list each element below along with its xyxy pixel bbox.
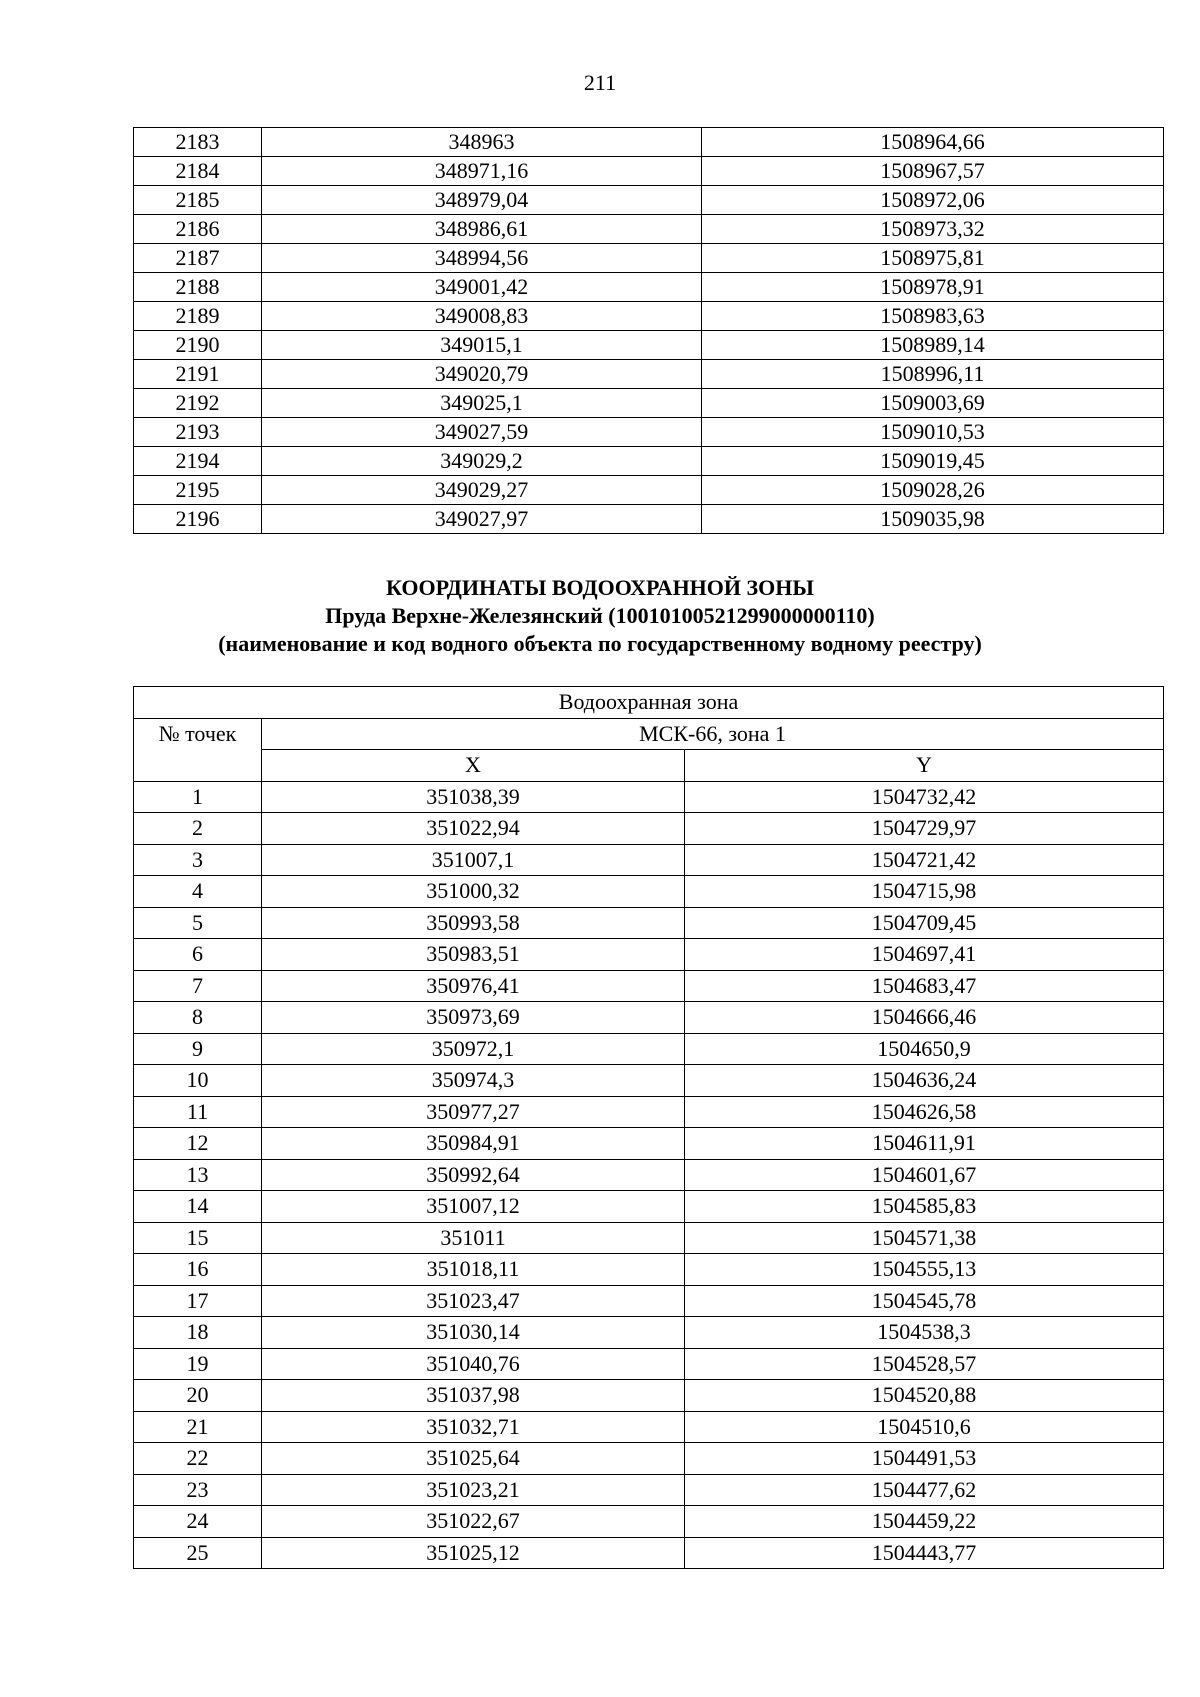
table-row xyxy=(134,876,1164,908)
table-row xyxy=(134,939,1164,971)
x-coordinate-cell: 351025,12 xyxy=(262,1537,685,1569)
x-coordinate-cell: 349020,79 xyxy=(262,360,702,389)
x-coordinate-cell: 350974,3 xyxy=(262,1065,685,1097)
x-coordinate-cell: 351000,32 xyxy=(262,876,685,908)
y-coordinate-cell: 1504459,22 xyxy=(685,1506,1164,1538)
x-coordinate-cell: 351018,11 xyxy=(262,1254,685,1286)
table-caption-row xyxy=(134,687,1164,719)
table-row xyxy=(134,186,1164,215)
point-number-cell: 4 xyxy=(134,876,262,908)
section-title: КООРДИНАТЫ ВОДООХРАННОЙ ЗОНЫ xyxy=(386,575,814,600)
table-row xyxy=(134,157,1164,186)
x-coordinate-cell: 351040,76 xyxy=(262,1348,685,1380)
x-coordinate-cell: 351037,98 xyxy=(262,1380,685,1412)
point-number-cell: 2189 xyxy=(134,302,262,331)
point-number-cell: 11 xyxy=(134,1096,262,1128)
point-number-cell: 6 xyxy=(134,939,262,971)
table-row xyxy=(134,1128,1164,1160)
x-coordinate-cell: 351025,64 xyxy=(262,1443,685,1475)
x-coordinate-cell: 348994,56 xyxy=(262,244,702,273)
x-header: X xyxy=(262,750,685,782)
table-row xyxy=(134,781,1164,813)
point-number-cell: 3 xyxy=(134,844,262,876)
point-number-cell: 8 xyxy=(134,1002,262,1034)
x-coordinate-cell: 350976,41 xyxy=(262,970,685,1002)
table-row xyxy=(134,505,1164,534)
table-row xyxy=(134,813,1164,845)
y-coordinate-cell: 1504585,83 xyxy=(685,1191,1164,1223)
x-coordinate-cell: 350972,1 xyxy=(262,1033,685,1065)
y-coordinate-cell: 1504721,42 xyxy=(685,844,1164,876)
point-number-cell: 17 xyxy=(134,1285,262,1317)
y-coordinate-cell: 1504555,13 xyxy=(685,1254,1164,1286)
y-coordinate-cell: 1504520,88 xyxy=(685,1380,1164,1412)
y-coordinate-cell: 1504510,6 xyxy=(685,1411,1164,1443)
table-row xyxy=(134,1506,1164,1538)
point-number-cell: 2183 xyxy=(134,128,262,157)
y-coordinate-cell: 1509010,53 xyxy=(702,418,1164,447)
table-row xyxy=(134,302,1164,331)
x-coordinate-cell: 350992,64 xyxy=(262,1159,685,1191)
y-coordinate-cell: 1504650,9 xyxy=(685,1033,1164,1065)
table-row xyxy=(134,1474,1164,1506)
table-row xyxy=(134,389,1164,418)
x-coordinate-cell: 348971,16 xyxy=(262,157,702,186)
point-number-cell: 19 xyxy=(134,1348,262,1380)
y-coordinate-cell: 1509035,98 xyxy=(702,505,1164,534)
table-row xyxy=(134,1348,1164,1380)
table-header-row xyxy=(134,718,1164,750)
y-coordinate-cell: 1509019,45 xyxy=(702,447,1164,476)
x-coordinate-cell: 348979,04 xyxy=(262,186,702,215)
table-row xyxy=(134,1285,1164,1317)
point-number-cell: 25 xyxy=(134,1537,262,1569)
point-number-cell: 2185 xyxy=(134,186,262,215)
table-row xyxy=(134,970,1164,1002)
x-coordinate-cell: 350973,69 xyxy=(262,1002,685,1034)
table-row xyxy=(134,1537,1164,1569)
x-coordinate-cell: 351038,39 xyxy=(262,781,685,813)
point-number-cell: 21 xyxy=(134,1411,262,1443)
table-row xyxy=(134,215,1164,244)
point-number-cell: 9 xyxy=(134,1033,262,1065)
y-coordinate-cell: 1508983,63 xyxy=(702,302,1164,331)
table-subheader-row xyxy=(134,750,1164,782)
y-coordinate-cell: 1508973,32 xyxy=(702,215,1164,244)
point-number-cell: 2194 xyxy=(134,447,262,476)
y-coordinate-cell: 1504491,53 xyxy=(685,1443,1164,1475)
x-coordinate-cell: 348986,61 xyxy=(262,215,702,244)
x-coordinate-cell: 351030,14 xyxy=(262,1317,685,1349)
point-number-cell: 15 xyxy=(134,1222,262,1254)
coordinates-table-body xyxy=(134,128,1164,534)
section-note: (наименование и код водного объекта по государственному водному реестру) xyxy=(218,631,982,656)
x-coordinate-cell: 351011 xyxy=(262,1222,685,1254)
table-row xyxy=(134,1222,1164,1254)
y-coordinate-cell: 1508996,11 xyxy=(702,360,1164,389)
x-coordinate-cell: 349029,2 xyxy=(262,447,702,476)
x-coordinate-cell: 349027,59 xyxy=(262,418,702,447)
point-number-cell: 12 xyxy=(134,1128,262,1160)
table-row xyxy=(134,1317,1164,1349)
y-coordinate-cell: 1504709,45 xyxy=(685,907,1164,939)
table-row xyxy=(134,1096,1164,1128)
x-coordinate-cell: 349008,83 xyxy=(262,302,702,331)
y-coordinate-cell: 1504611,91 xyxy=(685,1128,1164,1160)
y-coordinate-cell: 1504683,47 xyxy=(685,970,1164,1002)
y-coordinate-cell: 1509028,26 xyxy=(702,476,1164,505)
point-number-cell: 2195 xyxy=(134,476,262,505)
table-row xyxy=(134,476,1164,505)
table-row xyxy=(134,418,1164,447)
point-number-cell: 2184 xyxy=(134,157,262,186)
x-coordinate-cell: 349025,1 xyxy=(262,389,702,418)
table-row xyxy=(134,1002,1164,1034)
x-coordinate-cell: 349015,1 xyxy=(262,331,702,360)
x-coordinate-cell: 351032,71 xyxy=(262,1411,685,1443)
y-coordinate-cell: 1504636,24 xyxy=(685,1065,1164,1097)
point-number-cell: 2188 xyxy=(134,273,262,302)
x-coordinate-cell: 350993,58 xyxy=(262,907,685,939)
table-row xyxy=(134,273,1164,302)
x-coordinate-cell: 351023,21 xyxy=(262,1474,685,1506)
y-coordinate-cell: 1509003,69 xyxy=(702,389,1164,418)
x-coordinate-cell: 350983,51 xyxy=(262,939,685,971)
x-coordinate-cell: 349001,42 xyxy=(262,273,702,302)
point-number-cell: 13 xyxy=(134,1159,262,1191)
coordinates-table-continued xyxy=(133,127,1164,534)
point-number-cell: 16 xyxy=(134,1254,262,1286)
table-row xyxy=(134,447,1164,476)
x-coordinate-cell: 351023,47 xyxy=(262,1285,685,1317)
point-number-cell: 5 xyxy=(134,907,262,939)
table-row xyxy=(134,128,1164,157)
y-coordinate-cell: 1504545,78 xyxy=(685,1285,1164,1317)
point-number-cell: 2186 xyxy=(134,215,262,244)
zone-table-body xyxy=(134,781,1164,1569)
point-number-cell: 18 xyxy=(134,1317,262,1349)
y-coordinate-cell: 1504601,67 xyxy=(685,1159,1164,1191)
point-number-cell: 7 xyxy=(134,970,262,1002)
point-number-cell: 2 xyxy=(134,813,262,845)
y-coordinate-cell: 1508989,14 xyxy=(702,331,1164,360)
table-row xyxy=(134,1254,1164,1286)
y-coordinate-cell: 1504729,97 xyxy=(685,813,1164,845)
point-number-cell: 1 xyxy=(134,781,262,813)
table-caption: Водоохранная зона xyxy=(134,687,1164,719)
table-row xyxy=(134,907,1164,939)
section-subtitle: Пруда Верхне-Железянский (10010100521299000000110) xyxy=(325,603,875,628)
points-header: № точек xyxy=(134,718,262,781)
point-number-cell: 24 xyxy=(134,1506,262,1538)
x-coordinate-cell: 351007,12 xyxy=(262,1191,685,1223)
table-row xyxy=(134,360,1164,389)
table-row xyxy=(134,1065,1164,1097)
point-number-cell: 22 xyxy=(134,1443,262,1475)
y-coordinate-cell: 1508975,81 xyxy=(702,244,1164,273)
point-number-cell: 2196 xyxy=(134,505,262,534)
point-number-cell: 2187 xyxy=(134,244,262,273)
water-protection-zone-table xyxy=(133,686,1164,1569)
table-row xyxy=(134,1411,1164,1443)
table-row xyxy=(134,1443,1164,1475)
table-row xyxy=(134,1033,1164,1065)
y-coordinate-cell: 1504477,62 xyxy=(685,1474,1164,1506)
table-row xyxy=(134,1191,1164,1223)
table-row xyxy=(134,1159,1164,1191)
point-number-cell: 14 xyxy=(134,1191,262,1223)
x-coordinate-cell: 349027,97 xyxy=(262,505,702,534)
x-coordinate-cell: 349029,27 xyxy=(262,476,702,505)
y-coordinate-cell: 1504715,98 xyxy=(685,876,1164,908)
y-coordinate-cell: 1504697,41 xyxy=(685,939,1164,971)
table-row xyxy=(134,1380,1164,1412)
y-coordinate-cell: 1504538,3 xyxy=(685,1317,1164,1349)
y-coordinate-cell: 1504571,38 xyxy=(685,1222,1164,1254)
x-coordinate-cell: 348963 xyxy=(262,128,702,157)
x-coordinate-cell: 351007,1 xyxy=(262,844,685,876)
y-header: Y xyxy=(685,750,1164,782)
y-coordinate-cell: 1504626,58 xyxy=(685,1096,1164,1128)
y-coordinate-cell: 1504666,46 xyxy=(685,1002,1164,1034)
point-number-cell: 2193 xyxy=(134,418,262,447)
page-number: 211 xyxy=(583,70,617,95)
table-row xyxy=(134,244,1164,273)
y-coordinate-cell: 1508978,91 xyxy=(702,273,1164,302)
x-coordinate-cell: 350984,91 xyxy=(262,1128,685,1160)
y-coordinate-cell: 1508972,06 xyxy=(702,186,1164,215)
point-number-cell: 2190 xyxy=(134,331,262,360)
x-coordinate-cell: 350977,27 xyxy=(262,1096,685,1128)
x-coordinate-cell: 351022,67 xyxy=(262,1506,685,1538)
y-coordinate-cell: 1504443,77 xyxy=(685,1537,1164,1569)
coordinate-system-header: МСК-66, зона 1 xyxy=(262,718,1164,750)
table-row xyxy=(134,844,1164,876)
point-number-cell: 20 xyxy=(134,1380,262,1412)
y-coordinate-cell: 1508967,57 xyxy=(702,157,1164,186)
point-number-cell: 23 xyxy=(134,1474,262,1506)
point-number-cell: 10 xyxy=(134,1065,262,1097)
point-number-cell: 2191 xyxy=(134,360,262,389)
point-number-cell: 2192 xyxy=(134,389,262,418)
y-coordinate-cell: 1508964,66 xyxy=(702,128,1164,157)
table-row xyxy=(134,331,1164,360)
x-coordinate-cell: 351022,94 xyxy=(262,813,685,845)
y-coordinate-cell: 1504732,42 xyxy=(685,781,1164,813)
y-coordinate-cell: 1504528,57 xyxy=(685,1348,1164,1380)
